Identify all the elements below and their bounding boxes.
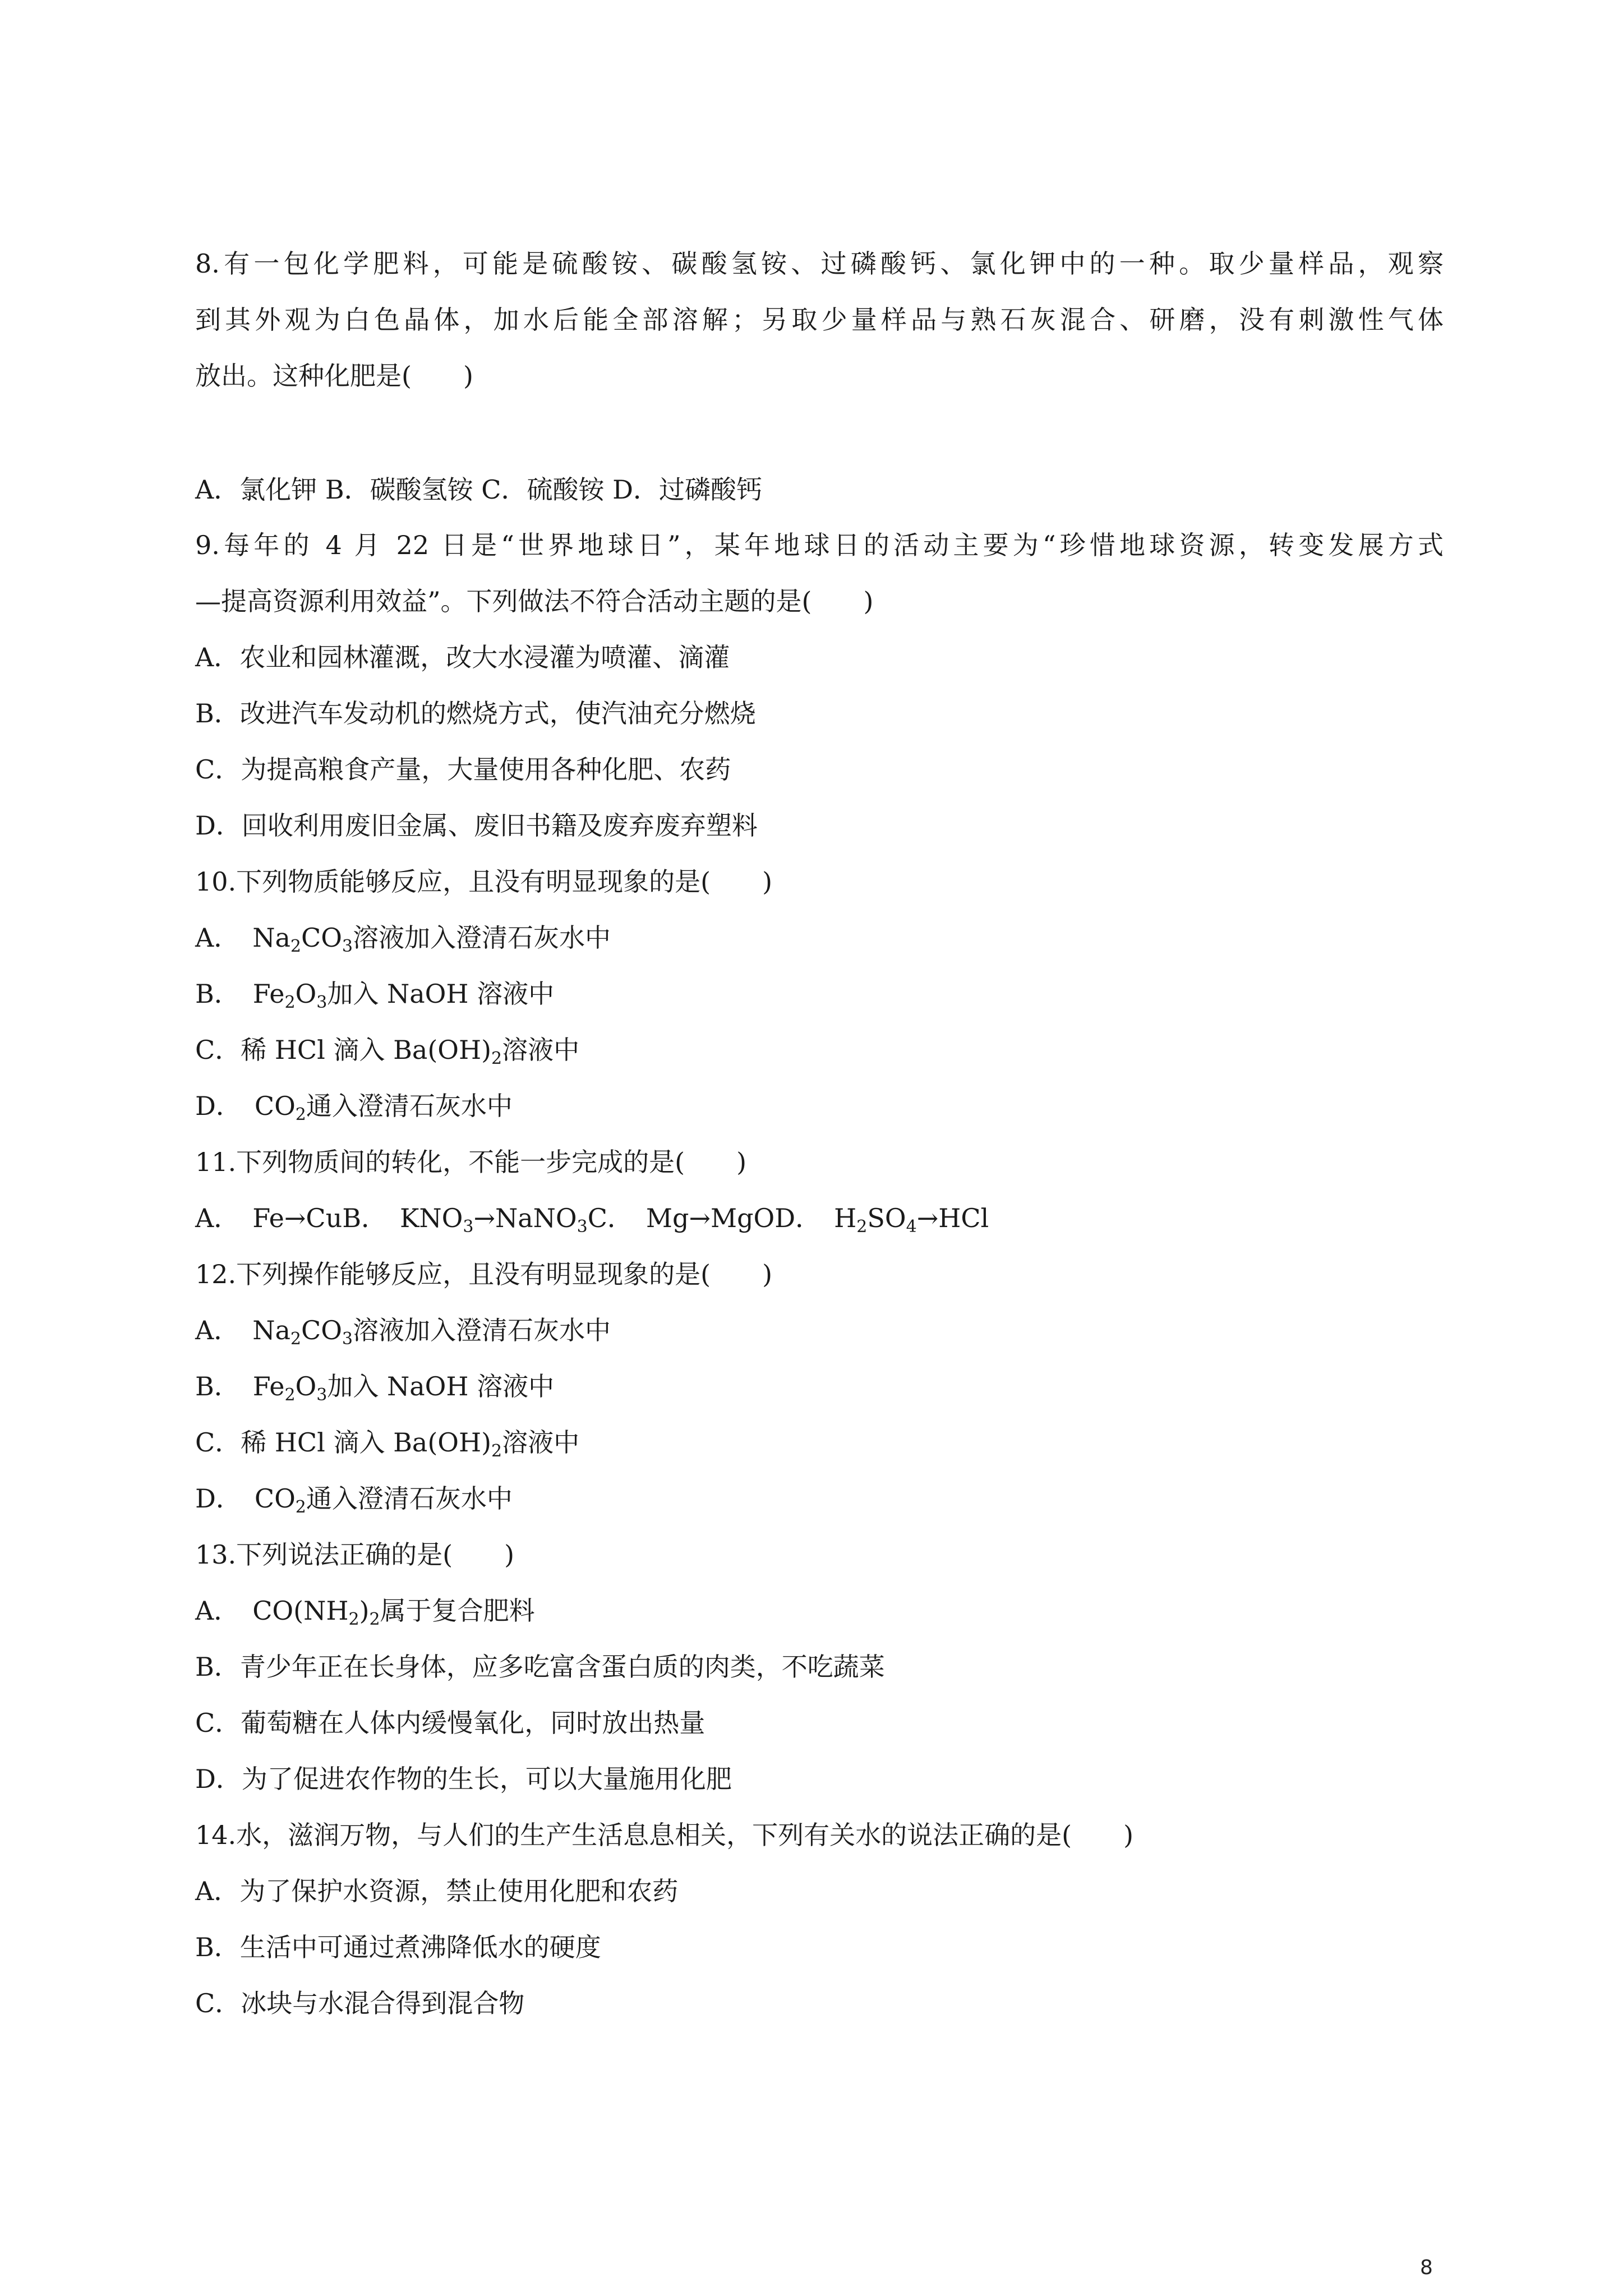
q11-options: A． Fe→CuB． $KNO_3\to NaNO_3C$． Mg→MgOD． $H_2SO_4\to HCl$ <box>195 1203 989 1237</box>
q8-stem-line-1: 8.有一包化学肥料，可能是硫酸铵、碳酸氢铵、过磷酸钙、氯化钾中的一种。取少量样品，观察 <box>195 248 1444 279</box>
q13-option-d: D．为了促进农作物的生长，可以大量施用化肥 <box>195 1764 732 1794</box>
q10-option-d: D． $CO_2$通入澄清石灰水中 <box>195 1091 513 1124</box>
q14-option-b: B．生活中可通过煮沸降低水的硬度 <box>195 1932 601 1962</box>
q14-stem: 14.水，滋润万物，与人们的生产生活息息相关，下列有关水的说法正确的是( ) <box>195 1820 1134 1850</box>
q9-option-b: B．改进汽车发动机的燃烧方式，使汽油充分燃烧 <box>195 698 756 729</box>
q12-option-d: D． $CO_2$通入澄清石灰水中 <box>195 1483 513 1517</box>
q12-option-a: A． $Na_2CO_3$溶液加入澄清石灰水中 <box>195 1315 611 1349</box>
q13-option-a: A． $CO(NH_2)_2$属于复合肥料 <box>195 1596 535 1629</box>
q14-option-c: C．冰块与水混合得到混合物 <box>195 1988 525 2018</box>
page-number: 8 <box>1420 2256 1433 2279</box>
q10-option-c: C．稀 HCl 滴入 $Ba(OH)_2$溶液中 <box>195 1035 580 1068</box>
q9-option-a: A．农业和园林灌溉，改大水浸灌为喷灌、滴灌 <box>195 642 730 672</box>
q12-option-c: C．稀 HCl 滴入 $Ba(OH)_2$溶液中 <box>195 1427 580 1461</box>
q10-option-a: A． $Na_2CO_3$溶液加入澄清石灰水中 <box>195 923 611 956</box>
q11-stem: 11.下列物质间的转化，不能一步完成的是( ) <box>195 1147 747 1177</box>
q13-option-c: C．葡萄糖在人体内缓慢氧化，同时放出热量 <box>195 1708 706 1738</box>
q13-stem: 13.下列说法正确的是( ) <box>195 1539 515 1570</box>
q13-option-b: B．青少年正在长身体，应多吃富含蛋白质的肉类，不吃蔬菜 <box>195 1652 885 1682</box>
q9-option-c: C．为提高粮食产量，大量使用各种化肥、农药 <box>195 754 731 785</box>
q14-option-a: A．为了保护水资源，禁止使用化肥和农药 <box>195 1876 679 1906</box>
q8-stem-line-3: 放出。这种化肥是( ) <box>195 361 473 391</box>
q10-stem: 10.下列物质能够反应，且没有明显现象的是( ) <box>195 866 773 897</box>
q12-stem: 12.下列操作能够反应，且没有明显现象的是( ) <box>195 1259 773 1289</box>
q9-option-d: D．回收利用废旧金属、废旧书籍及废弃废弃塑料 <box>195 810 758 841</box>
q8-stem-line-2: 到其外观为白色晶体，加水后能全部溶解；另取少量样品与熟石灰混合、研磨，没有刺激性气体 <box>195 305 1444 335</box>
q9-stem-line-1: 9.每年的 4 月 22 日是“世界地球日”，某年地球日的活动主要为“珍惜地球资源，转变发展方式 <box>195 530 1444 560</box>
q10-option-b: B． $Fe_2O_3$加入 NaOH 溶液中 <box>195 979 555 1012</box>
q9-stem-line-2: —提高资源利用效益”。下列做法不符合活动主题的是( ) <box>195 586 874 616</box>
q8-options: A．氯化钾 B．碳酸氢铵 C．硫酸铵 D．过磷酸钙 <box>195 474 762 505</box>
q12-option-b: B． $Fe_2O_3$加入 NaOH 溶液中 <box>195 1371 555 1405</box>
